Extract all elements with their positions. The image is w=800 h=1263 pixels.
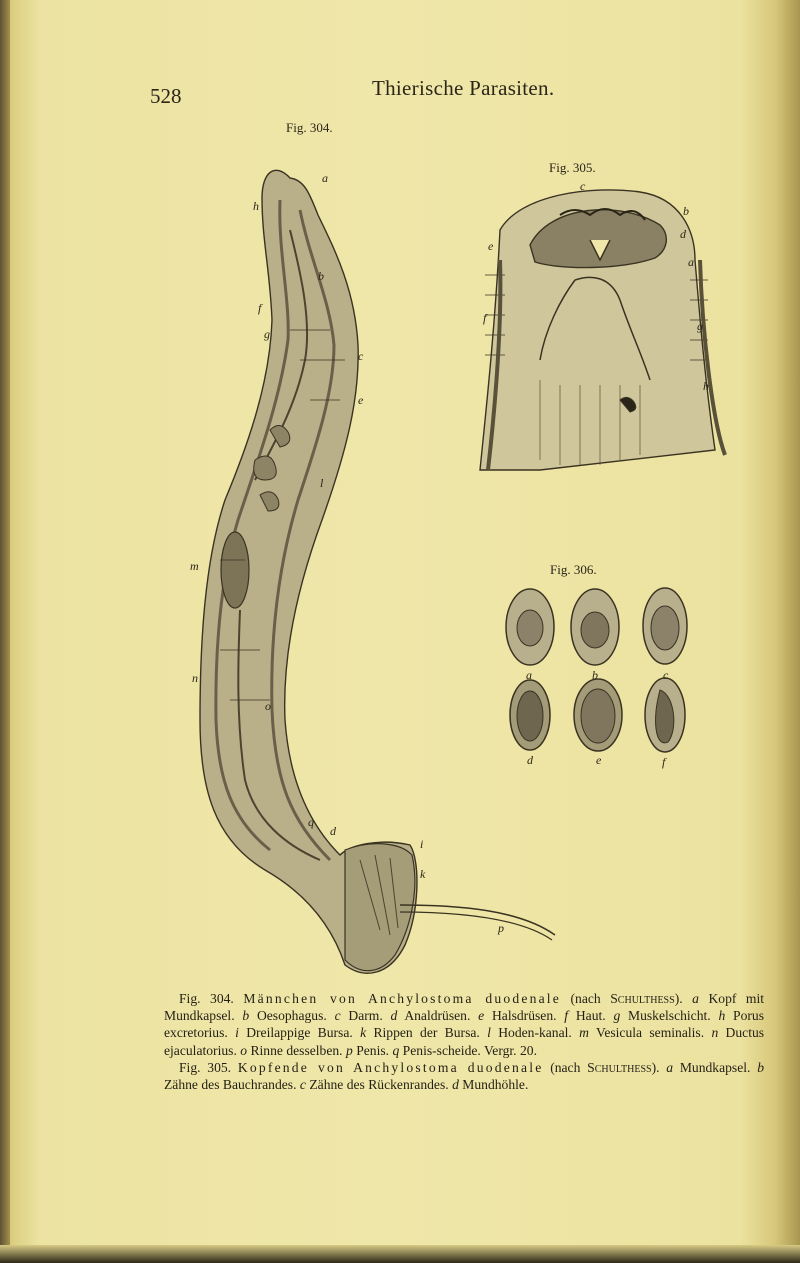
running-title: Thierische Parasiten. (372, 76, 555, 100)
fig306-label-e: e (596, 753, 602, 767)
fig305-label-f: f (483, 311, 487, 325)
fig304-label-i: i (420, 837, 424, 851)
fig304-label-c: c (358, 349, 364, 363)
caption-fig304-author: Schulthess (610, 991, 675, 1006)
fig304-label-f: f (258, 301, 262, 315)
fig305-label-b: b (683, 204, 689, 218)
fig306-egg-d (510, 680, 550, 750)
caption-fig304-magnification: Vergr. 20. (483, 1042, 537, 1058)
fig304-label-h: h (253, 199, 259, 213)
fig304-label-d: d (330, 824, 336, 838)
fig304-label-p: p (498, 921, 504, 935)
fig304-label-g: g (264, 327, 270, 341)
fig306-egg-c (643, 588, 687, 664)
fig305-head-drawing (480, 190, 725, 470)
fig306-label-f: f (662, 755, 666, 769)
fig304-label-k: k (420, 867, 426, 881)
fig305-label-h: h (703, 379, 709, 393)
fig304-label-e: e (358, 393, 364, 407)
fig304-title: Fig. 304. (286, 120, 333, 135)
fig306-egg-b (571, 589, 619, 665)
caption-fig305-title: Kopfende von Anchylostoma duodenale (237, 1059, 544, 1075)
fig305-label-a: a (688, 255, 694, 269)
fig305-label-d: d (680, 227, 686, 241)
fig306-label-a: a (526, 668, 532, 682)
caption-fig305: Fig. 305. Kopfende von Anchylostoma duodenale (nach Schulthess). a Mundkapsel. b Zähne des Bauchrandes. c Zähne des Rückenrandes. d Mundhöhle. (164, 1059, 764, 1093)
fig306-label-c: c (663, 668, 669, 682)
page-bottom-edge (0, 1245, 800, 1263)
caption-fig304-title: Männchen von Anchylostoma duodenale (243, 991, 562, 1006)
caption-fig304: Fig. 304. Männchen von Anchylostoma duodenale (nach Schulthess). a Kopf mit Mundkapsel. b Oesophagus. c Darm. d Analdrüsen. e Halsdrüsen. f Haut. g Muskelschicht. h Porus excretorius. i Dreilappige Bursa. k Rippen der Bursa. l Hoden-kanal. m Vesicula seminalis. n Ductus ejaculatorius. o Rinne desselben. p Penis. q Penis-scheide. Vergr. 20. (164, 991, 765, 1058)
fig304-label-l: l (320, 476, 324, 490)
fig304-label-n: n (192, 671, 198, 685)
caption-fig304-number: Fig. 304. (179, 991, 234, 1006)
fig304-label-o: o (265, 699, 271, 713)
fig306-label-b: b (592, 668, 598, 682)
page-number: 528 (150, 84, 182, 108)
fig306-label-d: d (527, 753, 533, 767)
figure-caption (164, 990, 764, 1093)
fig304-label-a: a (322, 171, 328, 185)
fig306-egg-e (574, 679, 622, 751)
fig306-title: Fig. 306. (550, 562, 597, 577)
fig304-label-q: q (308, 815, 314, 829)
fig306-egg-f (645, 678, 685, 752)
caption-fig305-number: Fig. 305. (179, 1059, 232, 1075)
fig305-label-c: c (580, 179, 586, 193)
fig306-egg-a (506, 589, 554, 665)
fig304-label-b: b (318, 269, 324, 283)
fig305-title: Fig. 305. (549, 160, 596, 175)
fig304-label-m: m (190, 559, 199, 573)
caption-fig305-author: Schulthess (587, 1059, 652, 1075)
fig305-label-g: g (697, 319, 703, 333)
fig305-label-e: e (488, 239, 494, 253)
